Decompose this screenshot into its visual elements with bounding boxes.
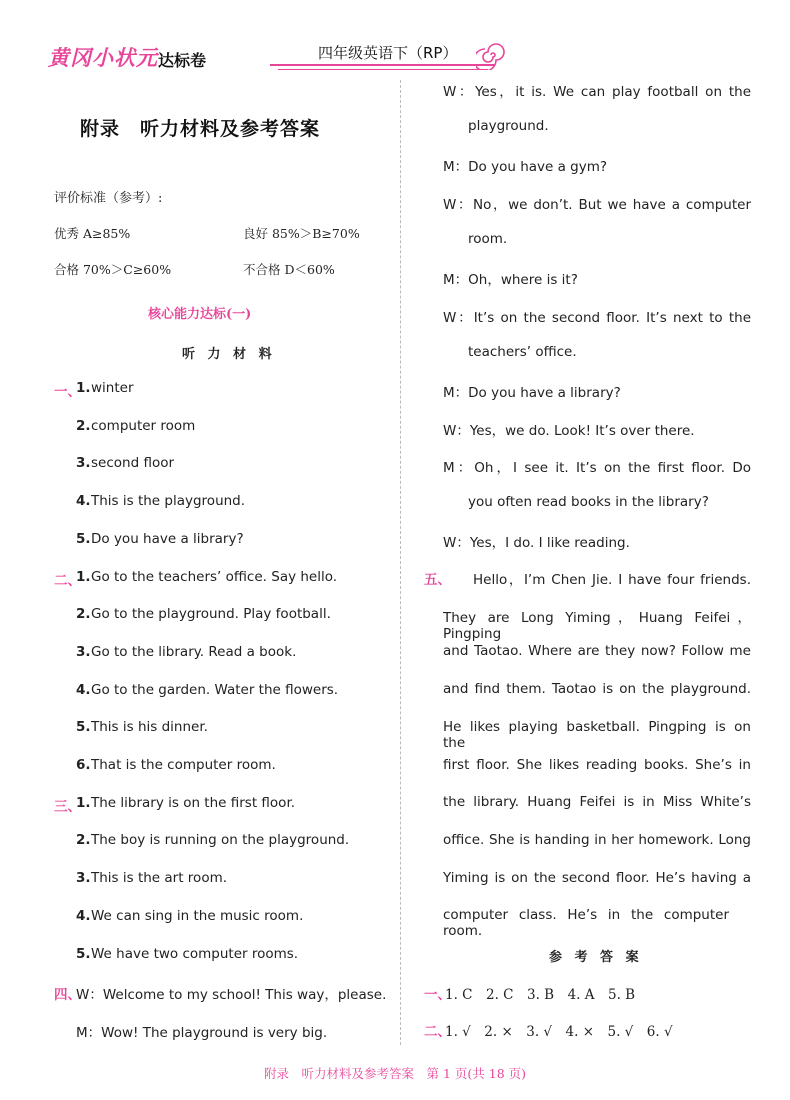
dialog-line: M：Do you have a gym? (443, 159, 608, 175)
header-rule (270, 64, 495, 66)
answer-mark-1: 一、 (424, 987, 451, 1003)
item-number: 4. (76, 493, 91, 510)
answers-label: 参 考 答 案 (549, 950, 643, 965)
criteria-pass: 合格 70%＞C≥60% (54, 262, 172, 277)
list-item: computer room (91, 417, 196, 434)
item-number: 3. (76, 455, 91, 472)
dialog-line: M：Oh，where is it? (443, 272, 578, 288)
answer-row-2: 1. √ 2. × 3. √ 4. × 5. √ 6. √ (445, 1024, 673, 1040)
list-item: We can sing in the music room. (91, 907, 304, 924)
item-number: 3. (76, 643, 91, 660)
spiral-icon (476, 40, 506, 70)
dialog-line: playground. (468, 118, 549, 134)
item-number: 2. (76, 417, 91, 434)
dialog-line: teachers’ office. (468, 344, 577, 360)
answer-row-1: 1. C 2. C 3. B 4. A 5. B (445, 987, 636, 1003)
list-item: We have two computer rooms. (91, 945, 299, 962)
list-item: Go to the garden. Water the flowers. (91, 681, 339, 698)
question-mark: 四、 (54, 987, 81, 1004)
column-divider (400, 80, 401, 1045)
passage-line: computer class. He’s in the computer room. (443, 907, 729, 940)
list-item: M：Wow! The playground is very big. (76, 1024, 328, 1041)
item-number: 4. (76, 907, 91, 924)
page-title: 附录 听力材料及参考答案 (80, 118, 321, 140)
page-footer: 附录 听力材料及参考答案 第 1 页(共 18 页) (263, 1066, 526, 1081)
question-mark: 二、 (54, 572, 81, 589)
list-item: This is the playground. (91, 493, 246, 510)
list-item: winter (91, 380, 134, 396)
item-number: 2. (76, 606, 91, 623)
list-item: This is the art room. (91, 870, 228, 887)
header-rule-thin (278, 69, 488, 70)
brand-logo: 黄冈小状元 (48, 46, 158, 70)
item-number: 5. (76, 945, 91, 962)
criteria-heading: 评价标准（参考）: (54, 191, 163, 206)
passage-line: and find them. Taotao is on the playground. (443, 681, 751, 698)
passage-line: He likes playing basketball. Pingping is on the (443, 718, 751, 751)
criteria-fail: 不合格 D＜60% (243, 262, 335, 277)
item-number: 5. (76, 530, 91, 547)
passage-mark: 五、 (424, 572, 451, 588)
dialog-line: room. (468, 231, 508, 247)
listening-label: 听 力 材 料 (182, 347, 276, 362)
dialog-line: W：Yes，we do. Look! It’s over there. (443, 423, 695, 439)
passage-line: Yiming is on the second floor. He’s having a (443, 869, 751, 886)
brand-subtitle: 达标卷 (158, 51, 207, 70)
criteria-good: 良好 85%＞B≥70% (243, 226, 360, 241)
list-item: W：Welcome to my school! This way，please. (76, 987, 387, 1004)
item-number: 1. (76, 794, 91, 811)
item-number: 1. (76, 568, 91, 585)
section-title: 核心能力达标(一) (148, 307, 252, 322)
list-item: second floor (91, 455, 175, 472)
dialog-line: M：Do you have a library? (443, 385, 621, 401)
list-item: Go to the playground. Play football. (91, 606, 331, 623)
passage-line: and Taotao. Where are they now? Follow me (443, 643, 751, 660)
passage-line: They are Long Yiming，Huang Feifei，Pingping (443, 609, 751, 642)
list-item: The boy is running on the playground. (91, 832, 350, 849)
dialog-line: M：Oh，I see it. It’s on the first floor. Do (443, 460, 751, 476)
item-number: 5. (76, 719, 91, 736)
question-mark: 三、 (54, 798, 81, 815)
dialog-line: W：It’s on the second floor. It’s next to the (443, 310, 751, 326)
answer-mark-2: 二、 (424, 1024, 451, 1040)
list-item: This is his dinner. (91, 719, 208, 736)
item-number: 6. (76, 757, 91, 773)
passage-line: first floor. She likes reading books. She’s in (443, 756, 751, 773)
list-item: Do you have a library? (91, 530, 244, 547)
list-item: Go to the teachers’ office. Say hello. (91, 568, 338, 585)
item-number: 2. (76, 832, 91, 849)
passage-line: the library. Huang Feifei is in Miss White’s (443, 794, 751, 811)
list-item: Go to the library. Read a book. (91, 643, 297, 660)
item-number: 1. (76, 380, 91, 396)
item-number: 3. (76, 870, 91, 887)
grade-label: 四年级英语下（RP） (318, 44, 458, 62)
passage-line: office. She is handing in her homework. Long (443, 831, 751, 848)
item-number: 4. (76, 681, 91, 698)
dialog-line: W：No，we don’t. But we have a computer (443, 197, 751, 213)
question-mark: 一、 (54, 384, 81, 400)
dialog-line: W：Yes，I do. I like reading. (443, 535, 630, 551)
dialog-line: W：Yes，it is. We can play football on the (443, 84, 751, 100)
criteria-excellent: 优秀 A≥85% (54, 226, 131, 241)
dialog-line: you often read books in the library? (468, 494, 709, 510)
passage-line: Hello，I’m Chen Jie. I have four friends. (473, 572, 751, 588)
list-item: The library is on the first floor. (91, 794, 296, 811)
list-item: That is the computer room. (91, 757, 276, 773)
